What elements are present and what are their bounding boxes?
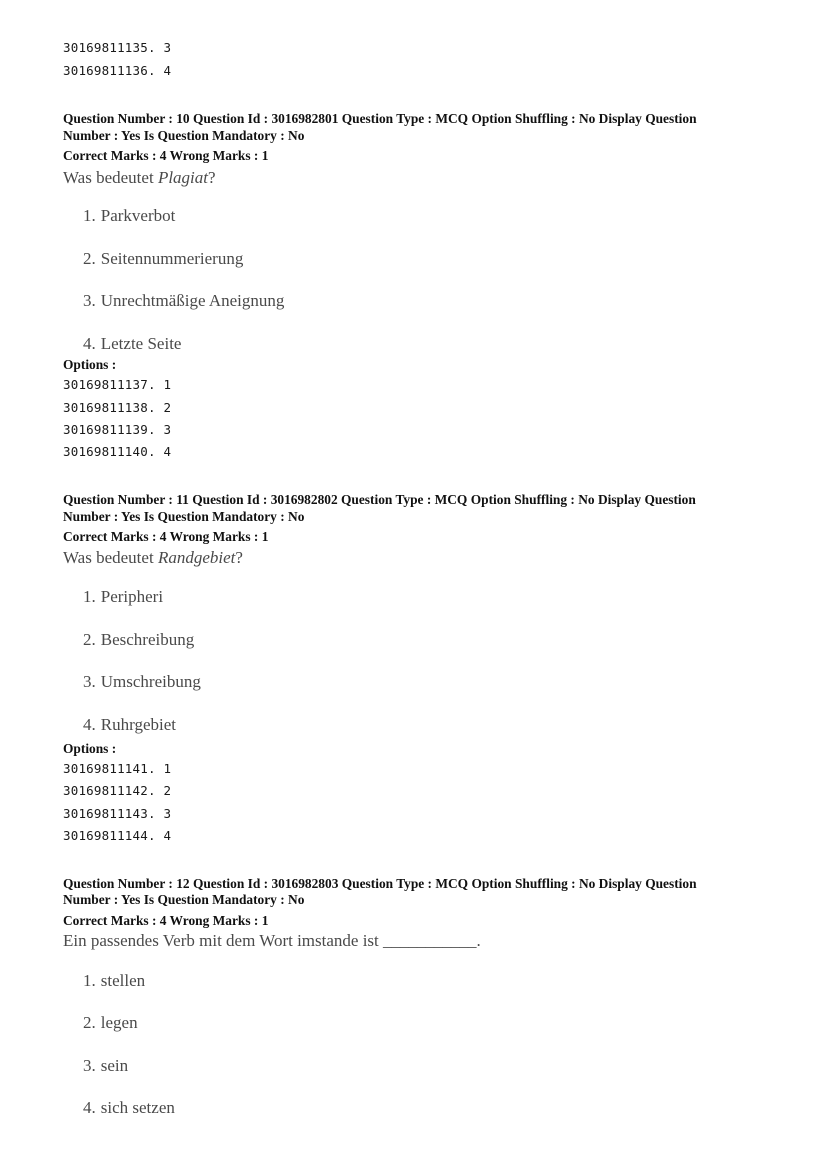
option-number: 2 [163, 400, 172, 415]
question-meta-line1: Question Number : 12 Question Id : 3016982803 Question Type : MCQ Option Shuffling : No Display Question [63, 876, 697, 891]
choice-number: 1. [83, 206, 96, 225]
choice-number: 2. [83, 249, 96, 268]
choice-text: Umschreibung [100, 672, 201, 691]
question-meta-line2: Number : Yes Is Question Mandatory : No [63, 892, 305, 907]
option-line: 30169811135. 3 [63, 40, 172, 55]
choice-number: 4. [83, 715, 96, 734]
option-line: 30169811139. 3 [63, 422, 172, 437]
choice-number: 3. [83, 291, 96, 310]
answer-choice [83, 630, 194, 650]
question-meta-line1: Question Number : 10 Question Id : 3016982801 Question Type : MCQ Option Shuffling : No Display Question [63, 111, 697, 126]
option-line: 30169811137. 1 [63, 377, 172, 392]
option-line: 30169811142. 2 [63, 783, 172, 798]
choice-text: Peripheri [100, 587, 164, 606]
choice-number: 1. [83, 971, 96, 990]
question-meta-line2: Number : Yes Is Question Mandatory : No [63, 509, 305, 524]
answer-choice [83, 1056, 128, 1076]
question-text [63, 168, 216, 188]
question-meta [63, 491, 768, 508]
answer-choice [83, 672, 201, 692]
option-id: 30169811135 [63, 40, 148, 55]
option-number: 4 [163, 444, 172, 459]
option-line: 30169811138. 2 [63, 400, 172, 415]
answer-choice [83, 291, 284, 311]
choice-number: 4. [83, 1098, 96, 1117]
choice-text: Parkverbot [100, 206, 176, 225]
option-id: 30169811137 [63, 377, 148, 392]
choice-number: 3. [83, 672, 96, 691]
option-id: 30169811138 [63, 400, 148, 415]
answer-choice [83, 206, 175, 226]
choice-number: 1. [83, 587, 96, 606]
option-number: 2 [163, 783, 172, 798]
option-line: 30169811141. 1 [63, 761, 172, 776]
choice-text: Seitennummerierung [100, 249, 244, 268]
option-id: 30169811136 [63, 63, 148, 78]
question-text-italic: Randgebiet [157, 548, 236, 567]
choice-number: 4. [83, 334, 96, 353]
choice-text: legen [100, 1013, 138, 1032]
question-text-plain: Was bedeutet [63, 168, 158, 187]
choice-text: Letzte Seite [100, 334, 182, 353]
choice-text: Beschreibung [100, 630, 195, 649]
option-line: 30169811144. 4 [63, 828, 172, 843]
question-text [63, 548, 243, 568]
question-text-plain: Was bedeutet [63, 548, 158, 567]
answer-choice [83, 1098, 175, 1118]
question-marks: Correct Marks : 4 Wrong Marks : 1 [63, 913, 269, 928]
answer-choice [83, 971, 145, 991]
choice-text: Unrechtmäßige Aneignung [100, 291, 285, 310]
choice-number: 2. [83, 630, 96, 649]
option-line: 30169811136. 4 [63, 63, 172, 78]
option-id: 30169811139 [63, 422, 148, 437]
question-meta [63, 875, 768, 892]
option-id: 30169811140 [63, 444, 148, 459]
options-label: Options : [63, 357, 117, 372]
choice-text: Ruhrgebiet [100, 715, 176, 734]
option-id: 30169811143 [63, 806, 148, 821]
options-label: Options : [63, 741, 117, 756]
question-meta-line1: Question Number : 11 Question Id : 3016982802 Question Type : MCQ Option Shuffling : No Display Question [63, 492, 696, 507]
question-text [63, 931, 481, 951]
choice-text: sich setzen [100, 1098, 175, 1117]
option-number: 1 [163, 377, 172, 392]
option-line: 30169811140. 4 [63, 444, 172, 459]
question-marks: Correct Marks : 4 Wrong Marks : 1 [63, 148, 269, 163]
option-number: 3 [163, 806, 172, 821]
option-number: 3 [163, 422, 172, 437]
choice-text: sein [100, 1056, 129, 1075]
option-number: 1 [163, 761, 172, 776]
option-id: 30169811142 [63, 783, 148, 798]
answer-choice [83, 249, 243, 269]
question-text-end: ? [208, 168, 216, 187]
question-text-end: ? [235, 548, 243, 567]
question-meta [63, 110, 768, 127]
question-marks: Correct Marks : 4 Wrong Marks : 1 [63, 529, 269, 544]
answer-choice [83, 715, 176, 735]
option-number: 4 [163, 63, 172, 78]
choice-text: stellen [100, 971, 146, 990]
choice-number: 3. [83, 1056, 96, 1075]
option-number: 3 [163, 40, 172, 55]
question-meta-line2: Number : Yes Is Question Mandatory : No [63, 128, 305, 143]
answer-choice [83, 334, 181, 354]
choice-number: 2. [83, 1013, 96, 1032]
option-number: 4 [163, 828, 172, 843]
question-text-italic: Plagiat [157, 168, 208, 187]
option-id: 30169811144 [63, 828, 148, 843]
question-text-plain: Ein passendes Verb mit dem Wort imstande ist ___________. [63, 931, 481, 950]
answer-choice [83, 587, 163, 607]
answer-choice [83, 1013, 138, 1033]
option-id: 30169811141 [63, 761, 148, 776]
option-line: 30169811143. 3 [63, 806, 172, 821]
